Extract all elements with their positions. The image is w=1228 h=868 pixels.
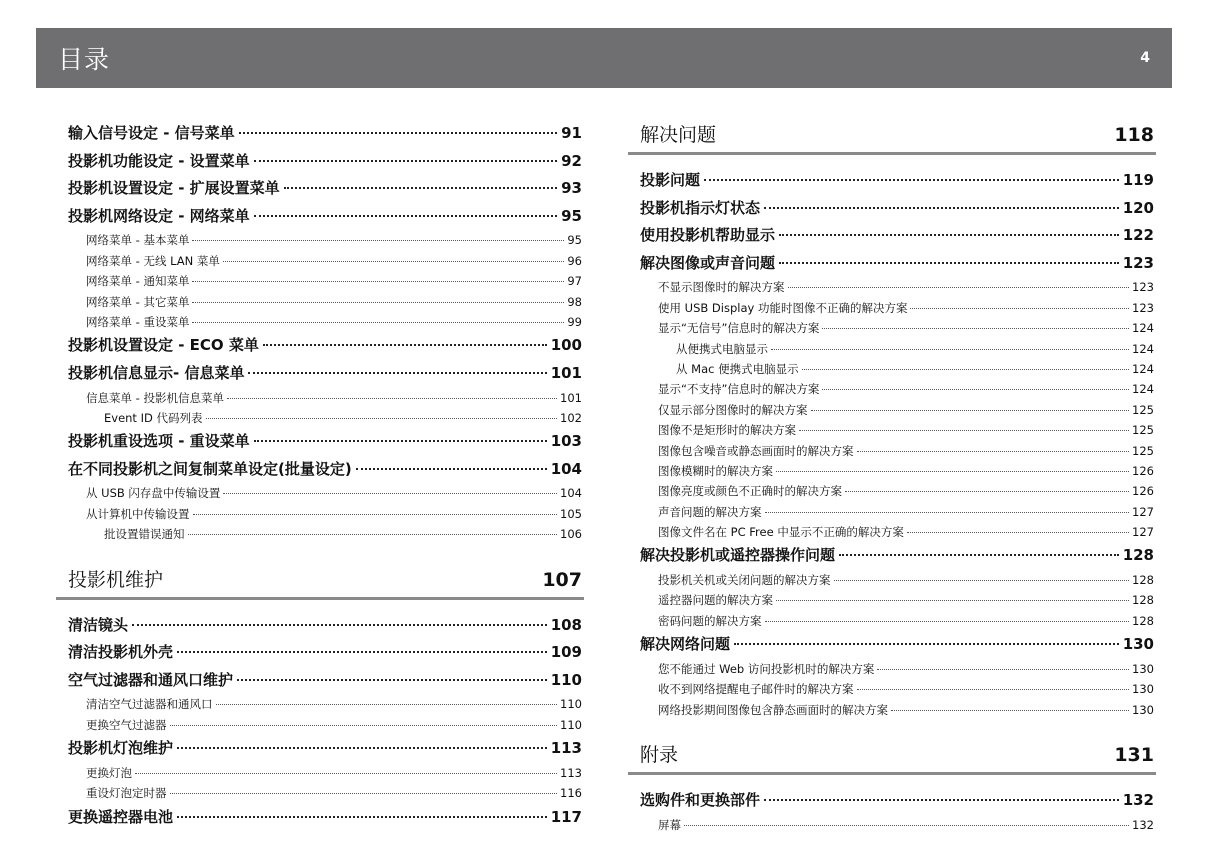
toc-entry-page: 132	[1132, 817, 1154, 832]
dot-leader	[765, 512, 1130, 513]
toc-entry-title: 从便携式电脑显示	[676, 341, 768, 356]
toc-entry-page: 116	[560, 786, 582, 801]
toc-entry-page: 126	[1132, 484, 1154, 499]
toc-entry-title: 网络菜单 - 无线 LAN 菜单	[86, 253, 220, 268]
toc-entry-page: 124	[1132, 341, 1154, 356]
toc-entry-page: 101	[560, 390, 582, 405]
toc-entry-title: 更换空气过滤器	[86, 717, 167, 732]
toc-entry-page: 110	[550, 670, 582, 689]
toc-entry-title: 从 Mac 便携式电脑显示	[676, 361, 799, 376]
toc-entry-title: 显示“不支持”信息时的解决方案	[658, 382, 820, 397]
toc-entry[interactable]	[640, 400, 1154, 420]
toc-entry-page: 110	[560, 717, 582, 732]
toc-entry-page: 132	[1122, 790, 1154, 809]
toc-entry[interactable]	[68, 230, 582, 250]
toc-entry-page: 123	[1132, 300, 1154, 315]
dot-leader	[845, 491, 1129, 492]
toc-entry-title: 投影机信息显示- 信息菜单	[68, 363, 245, 382]
toc-entry-title: 信息菜单 - 投影机信息菜单	[86, 390, 224, 405]
toc-entry-title: 投影机设置设定 - 扩展设置菜单	[68, 179, 280, 198]
toc-entry[interactable]	[640, 461, 1154, 481]
toc-entry[interactable]	[640, 359, 1154, 379]
chapter-title: 附录	[640, 743, 679, 766]
toc-entry[interactable]	[640, 611, 1154, 631]
toc-entry[interactable]	[68, 408, 582, 428]
page-number: 4	[1140, 50, 1150, 66]
toc-entry-title: 声音问题的解决方案	[658, 504, 762, 519]
toc-entry-page: 130	[1132, 661, 1154, 676]
toc-entry-title: 空气过滤器和通风口维护	[68, 670, 234, 689]
dot-leader	[910, 308, 1129, 309]
toc-entry-page: 128	[1122, 546, 1154, 565]
toc-entry[interactable]	[68, 332, 582, 360]
toc-entry-title: 投影机灯泡维护	[68, 739, 174, 758]
toc-entry-title: 清洁投影机外壳	[68, 643, 174, 662]
header-bar	[36, 28, 1172, 88]
toc-entry-title: 使用 USB Display 功能时图像不正确的解决方案	[658, 300, 908, 315]
toc-list-troubleshooting	[640, 167, 1154, 720]
toc-entry[interactable]	[68, 667, 582, 695]
dot-leader	[704, 179, 1119, 181]
dot-leader	[223, 261, 564, 262]
toc-entry-title: 图像亮度或颜色不正确时的解决方案	[658, 484, 842, 499]
dot-leader	[254, 215, 557, 217]
dot-leader	[779, 234, 1119, 236]
toc-entry-title: 网络菜单 - 基本菜单	[86, 233, 190, 248]
dot-leader	[216, 704, 558, 705]
toc-entry-title: 投影机重设选项 - 重设菜单	[68, 432, 250, 451]
toc-entry-title: 在不同投影机之间复制菜单设定(批量设定)	[68, 459, 352, 478]
toc-entry-page: 127	[1132, 525, 1154, 540]
dot-leader	[834, 580, 1130, 581]
dot-leader	[254, 160, 557, 162]
toc-entry[interactable]	[640, 195, 1154, 223]
toc-entry[interactable]	[68, 504, 582, 524]
dot-leader	[284, 187, 557, 189]
toc-entry-page: 99	[567, 314, 582, 329]
toc-entry-page: 125	[1132, 443, 1154, 458]
toc-entry-title: 解决图像或声音问题	[640, 253, 776, 272]
toc-entry[interactable]	[68, 175, 582, 203]
toc-entry[interactable]	[68, 428, 582, 456]
toc-entry-title: 投影机指示灯状态	[640, 198, 761, 217]
toc-entry-page: 105	[560, 506, 582, 521]
toc-entry-title: 投影机设置设定 - ECO 菜单	[68, 336, 259, 355]
toc-entry[interactable]	[640, 339, 1154, 359]
dot-leader	[170, 725, 558, 726]
toc-entry-page: 104	[550, 459, 582, 478]
toc-entry[interactable]	[640, 631, 1154, 659]
dot-leader	[811, 410, 1130, 411]
toc-entry[interactable]	[640, 379, 1154, 399]
chapter-heading-appendix[interactable]	[628, 740, 1156, 775]
dot-leader	[135, 773, 557, 774]
toc-entry[interactable]	[640, 815, 1154, 835]
toc-entry-page: 125	[1132, 402, 1154, 417]
toc-entry-title: 图像包含噪音或静态画面时的解决方案	[658, 443, 854, 458]
toc-entry-title: 重设灯泡定时器	[86, 786, 167, 801]
toc-entry[interactable]	[640, 441, 1154, 461]
toc-entry-page: 125	[1132, 423, 1154, 438]
toc-entry-page: 123	[1132, 280, 1154, 295]
toc-left-column	[68, 120, 582, 831]
toc-entry[interactable]	[68, 612, 582, 640]
toc-entry-title: 遥控器问题的解决方案	[658, 593, 773, 608]
toc-entry-title: 解决投影机或遥控器操作问题	[640, 546, 836, 565]
toc-entry-page: 97	[567, 274, 582, 289]
toc-entry-title: 网络投影期间图像包含静态画面时的解决方案	[658, 702, 888, 717]
toc-entry[interactable]	[68, 735, 582, 763]
dot-leader	[891, 710, 1129, 711]
dot-leader	[877, 669, 1129, 670]
toc-entry-page: 93	[561, 179, 582, 198]
toc-entry[interactable]	[68, 783, 582, 803]
toc-entry[interactable]	[68, 804, 582, 832]
dot-leader	[776, 471, 1129, 472]
dot-leader	[177, 747, 547, 749]
dot-leader	[254, 440, 547, 442]
toc-entry[interactable]	[640, 570, 1154, 590]
toc-entry-page: 122	[1122, 226, 1154, 245]
dot-leader	[839, 554, 1119, 556]
toc-entry-page: 128	[1132, 573, 1154, 588]
toc-entry[interactable]	[640, 298, 1154, 318]
toc-entry[interactable]	[640, 250, 1154, 278]
toc-entry[interactable]	[640, 787, 1154, 815]
toc-entry-page: 101	[550, 363, 582, 382]
dot-leader	[248, 372, 546, 374]
toc-entry-page: 106	[560, 527, 582, 542]
dot-leader	[802, 369, 1129, 370]
toc-entry[interactable]	[640, 679, 1154, 699]
toc-entry-title: 更换灯泡	[86, 765, 132, 780]
toc-entry-title: 清洁空气过滤器和通风口	[86, 697, 213, 712]
toc-entry[interactable]	[68, 120, 582, 148]
toc-entry-title: 图像模糊时的解决方案	[658, 463, 773, 478]
toc-entry-page: 96	[567, 253, 582, 268]
toc-entry-title: 网络菜单 - 其它菜单	[86, 294, 190, 309]
toc-entry[interactable]	[68, 360, 582, 388]
toc-entry[interactable]	[68, 763, 582, 783]
toc-entry[interactable]	[68, 312, 582, 332]
dot-leader	[788, 287, 1130, 288]
dot-leader	[822, 389, 1129, 390]
toc-entry-title: 收不到网络提醒电子邮件时的解决方案	[658, 682, 854, 697]
dot-leader	[223, 493, 557, 494]
toc-entry[interactable]	[68, 203, 582, 231]
dot-leader	[132, 624, 547, 626]
dot-leader	[193, 514, 558, 515]
chapter-page: 118	[1114, 124, 1154, 146]
toc-entry-page: 119	[1122, 171, 1154, 189]
toc-entry-title: 图像文件名在 PC Free 中显示不正确的解决方案	[658, 525, 904, 540]
toc-list-left-top	[68, 120, 582, 545]
toc-entry-page: 130	[1122, 635, 1154, 654]
toc-entry[interactable]	[640, 277, 1154, 297]
toc-entry-page: 124	[1132, 361, 1154, 376]
toc-entry-title: 清洁镜头	[68, 615, 129, 634]
toc-entry-page: 110	[560, 697, 582, 712]
toc-entry-page: 100	[550, 336, 582, 355]
dot-leader	[263, 344, 547, 346]
toc-entry[interactable]	[640, 502, 1154, 522]
toc-entry[interactable]	[68, 148, 582, 176]
toc-entry[interactable]	[68, 388, 582, 408]
toc-entry-title: 投影机功能设定 - 设置菜单	[68, 151, 250, 170]
chapter-page: 131	[1114, 743, 1154, 766]
toc-entry[interactable]	[640, 659, 1154, 679]
chapter-heading-troubleshooting[interactable]	[628, 120, 1156, 155]
toc-entry-title: 图像不是矩形时的解决方案	[658, 423, 796, 438]
toc-entry[interactable]	[640, 481, 1154, 501]
dot-leader	[192, 281, 564, 282]
toc-entry-title: 输入信号设定 - 信号菜单	[68, 124, 235, 142]
toc-entry-page: 108	[550, 615, 582, 634]
toc-entry[interactable]	[68, 456, 582, 484]
dot-leader	[765, 621, 1130, 622]
toc-entry[interactable]	[640, 590, 1154, 610]
toc-entry-title: 投影机网络设定 - 网络菜单	[68, 206, 250, 225]
dot-leader	[192, 240, 564, 241]
toc-entry-page: 130	[1132, 682, 1154, 697]
chapter-title: 解决问题	[640, 124, 717, 146]
toc-entry-page: 113	[550, 739, 582, 758]
toc-entry-title: 您不能通过 Web 访问投影机时的解决方案	[658, 661, 875, 676]
toc-entry-title: 投影问题	[640, 171, 701, 189]
toc-entry[interactable]	[68, 694, 582, 714]
dot-leader	[764, 799, 1119, 801]
toc-entry-title: 不显示图像时的解决方案	[658, 280, 785, 295]
toc-entry-title: 选购件和更换部件	[640, 790, 761, 809]
toc-entry[interactable]	[640, 222, 1154, 250]
toc-entry[interactable]	[640, 542, 1154, 570]
toc-entry-title: 从计算机中传输设置	[86, 506, 190, 521]
dot-leader	[776, 600, 1129, 601]
toc-entry-page: 98	[567, 294, 582, 309]
chapter-title: 投影机维护	[68, 568, 164, 591]
dot-leader	[177, 651, 547, 653]
toc-entry-page: 120	[1122, 198, 1154, 217]
toc-entry-title: 网络菜单 - 通知菜单	[86, 274, 190, 289]
toc-entry-title: 密码问题的解决方案	[658, 613, 762, 628]
toc-entry[interactable]	[640, 318, 1154, 338]
toc-entry-page: 128	[1132, 613, 1154, 628]
dot-leader	[237, 679, 547, 681]
toc-entry-page: 103	[550, 432, 582, 451]
dot-leader	[177, 816, 547, 818]
toc-entry-page: 130	[1132, 702, 1154, 717]
toc-entry-title: 解决网络问题	[640, 635, 731, 654]
dot-leader	[192, 322, 564, 323]
dot-leader	[684, 825, 1129, 826]
dot-leader	[779, 262, 1119, 264]
toc-entry-page: 117	[550, 807, 582, 826]
toc-entry-page: 124	[1132, 321, 1154, 336]
toc-entry-title: 显示“无信号”信息时的解决方案	[658, 321, 820, 336]
toc-entry-page: 95	[561, 206, 582, 225]
dot-leader	[227, 398, 557, 399]
toc-entry-title: Event ID 代码列表	[104, 410, 203, 425]
dot-leader	[907, 532, 1129, 533]
toc-entry-title: 网络菜单 - 重设菜单	[86, 314, 190, 329]
toc-entry-title: 批设置错误通知	[104, 527, 185, 542]
toc-list-maintenance	[68, 612, 582, 832]
dot-leader	[771, 349, 1129, 350]
dot-leader	[764, 207, 1119, 209]
dot-leader	[170, 793, 558, 794]
toc-entry-title: 更换遥控器电池	[68, 807, 174, 826]
toc-entry[interactable]	[640, 167, 1154, 195]
dot-leader	[734, 643, 1119, 645]
toc-entry-page: 126	[1132, 463, 1154, 478]
chapter-heading-maintenance[interactable]	[56, 565, 584, 600]
toc-entry[interactable]	[68, 292, 582, 312]
toc-entry[interactable]	[68, 715, 582, 735]
toc-right-column	[640, 120, 1154, 835]
toc-entry[interactable]	[68, 251, 582, 271]
toc-entry-title: 仅显示部分图像时的解决方案	[658, 402, 808, 417]
dot-leader	[822, 328, 1129, 329]
dot-leader	[857, 451, 1130, 452]
toc-entry-page: 104	[560, 486, 582, 501]
page-title: 目录	[58, 45, 111, 74]
toc-entry-title: 屏幕	[658, 817, 681, 832]
toc-entry-page: 109	[550, 643, 582, 662]
toc-entry-page: 123	[1122, 253, 1154, 272]
dot-leader	[206, 418, 558, 419]
toc-entry-page: 128	[1132, 593, 1154, 608]
toc-entry-page: 102	[560, 410, 582, 425]
toc-entry-title: 投影机关机或关闭问题的解决方案	[658, 573, 831, 588]
toc-entry-page: 113	[560, 765, 582, 780]
toc-entry[interactable]	[68, 639, 582, 667]
dot-leader	[192, 302, 564, 303]
toc-entry-page: 127	[1132, 504, 1154, 519]
dot-leader	[188, 534, 558, 535]
toc-entry-title: 使用投影机帮助显示	[640, 226, 776, 245]
toc-entry-title: 从 USB 闪存盘中传输设置	[86, 486, 221, 501]
toc-list-appendix	[640, 787, 1154, 835]
toc-entry[interactable]	[68, 483, 582, 503]
toc-entry-page: 124	[1132, 382, 1154, 397]
dot-leader	[356, 468, 547, 470]
toc-entry[interactable]	[640, 700, 1154, 720]
dot-leader	[799, 430, 1129, 431]
toc-entry[interactable]	[68, 524, 582, 544]
toc-entry-page: 95	[567, 233, 582, 248]
toc-entry[interactable]	[68, 271, 582, 291]
chapter-page: 107	[542, 568, 582, 591]
dot-leader	[239, 132, 557, 134]
toc-entry[interactable]	[640, 522, 1154, 542]
toc-entry-page: 92	[561, 151, 582, 170]
dot-leader	[857, 689, 1130, 690]
toc-entry[interactable]	[640, 420, 1154, 440]
toc-entry-page: 91	[561, 124, 582, 142]
